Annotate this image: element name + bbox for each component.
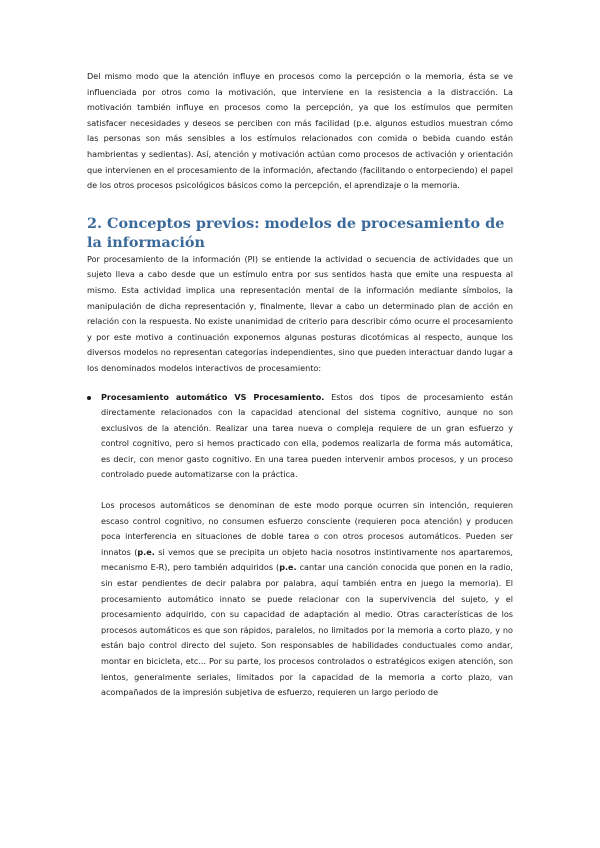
bullet-paragraph: [101, 390, 513, 484]
auto-example-label-1: p.e.: [137, 546, 155, 557]
bullet-item-automatic-vs-controlled: [87, 390, 513, 484]
bullet-body: Estos dos tipos de procesamiento están directamente relacionados con la capacidad atencional del sistema cognitivo, aunque no son exclusivos de la atención. Realizar una tarea nueva o compleja requiere de un gran esfuerzo y control cognitivo, pero si hemos practicado con ella, podemos realizarla de forma más automática, es decir, con menor gasto cognitivo. En una tarea pueden intervenir ambos procesos, y un proceso controlado puede automatizarse con la práctica.: [101, 391, 513, 480]
section-2-paragraph: Por procesamiento de la información (PI) se entiende la actividad o secuencia de actividades que un sujeto lleva a cabo desde que un estímulo entra por sus sentidos hasta que emite una respuesta al mismo. Esta actividad implica una representación mental de la información mediante símbolos, la manipulación de dicha representación y, finalmente, llevar a cabo un determinado plan de acción en relación con la respuesta. No existe unanimidad de criterio para describir cómo ocurre el procesamiento y por este motivo a continuación exponemos algunas posturas dicotómicas al respecto, aunque los diversos modelos no representan categorías independientes, sino que pueden interactuar dando lugar a los denominados modelos interactivos de procesamiento:: [87, 253, 513, 373]
bullet-list: [87, 390, 513, 484]
section-2-heading: 2. Conceptos previos: modelos de procesamiento de la información: [87, 214, 505, 251]
automatic-processes-paragraph: [87, 498, 513, 701]
auto-text-part3: cantar una canción conocida que ponen en la radio, sin estar pendientes de decir palabra por palabra, aquí también entra en juego la memoria). El procesamiento automático innato se puede relacionar con la supervivencia del sujeto, y el procesamiento adquirido, con su capacidad de adaptación al medio. Otras características de los procesos automáticos es que son rápidos, paralelos, no limitados por la memoria a corto plazo, y no están bajo control directo del sujeto. Son responsables de habilidades conductuales como andar, montar en bicicleta, etc... Por su parte, los procesos controlados o estratégicos exigen atención, son lentos, generalmente seriales, limitados por la capacidad de la memoria a corto plazo, van acompañados de la impresión subjetiva de esfuerzo, requieren un largo periodo de: [101, 562, 513, 698]
auto-text-part2: si vemos que se precipita un objeto hacia nosotros instintivamente nos apartaremos, mecanismo E-R), pero también adquiridos (: [101, 546, 513, 573]
bullet-title: Procesamiento automático VS Procesamiento.: [101, 391, 325, 402]
auto-example-label-2: p.e.: [279, 562, 297, 573]
page-content: [87, 69, 513, 701]
auto-text-part1: Los procesos automáticos se denominan de este modo porque ocurren sin intención, requieren escaso control cognitivo, no consumen esfuerzo consciente (requieren poca atención) y producen poca interferencia en situaciones de doble tarea o con otros procesos automáticos. Pueden ser innatos (: [101, 500, 513, 557]
bullet-icon: [87, 396, 91, 400]
intro-paragraph: Del mismo modo que la atención influye en procesos como la percepción o la memoria, ésta se ve influenciada por otros como la motivación, que interviene en la resistencia a la distracción. La motivación también influye en procesos como la percepción, ya que los estímulos que permiten satisfacer necesidades y deseos se perciben con más facilidad (p.e. algunos estudios muestran cómo las personas son más sensibles a los estímulos relacionados con comida o bebida cuando están hambrientas y sedientas). Así, atención y motivación actúan como procesos de activación y orientación que intervienen en el procesamiento de la información, afectando (facilitando o entorpeciendo) el papel de los otros procesos psicológicos básicos como la percepción, el aprendizaje o la memoria.: [87, 71, 513, 191]
